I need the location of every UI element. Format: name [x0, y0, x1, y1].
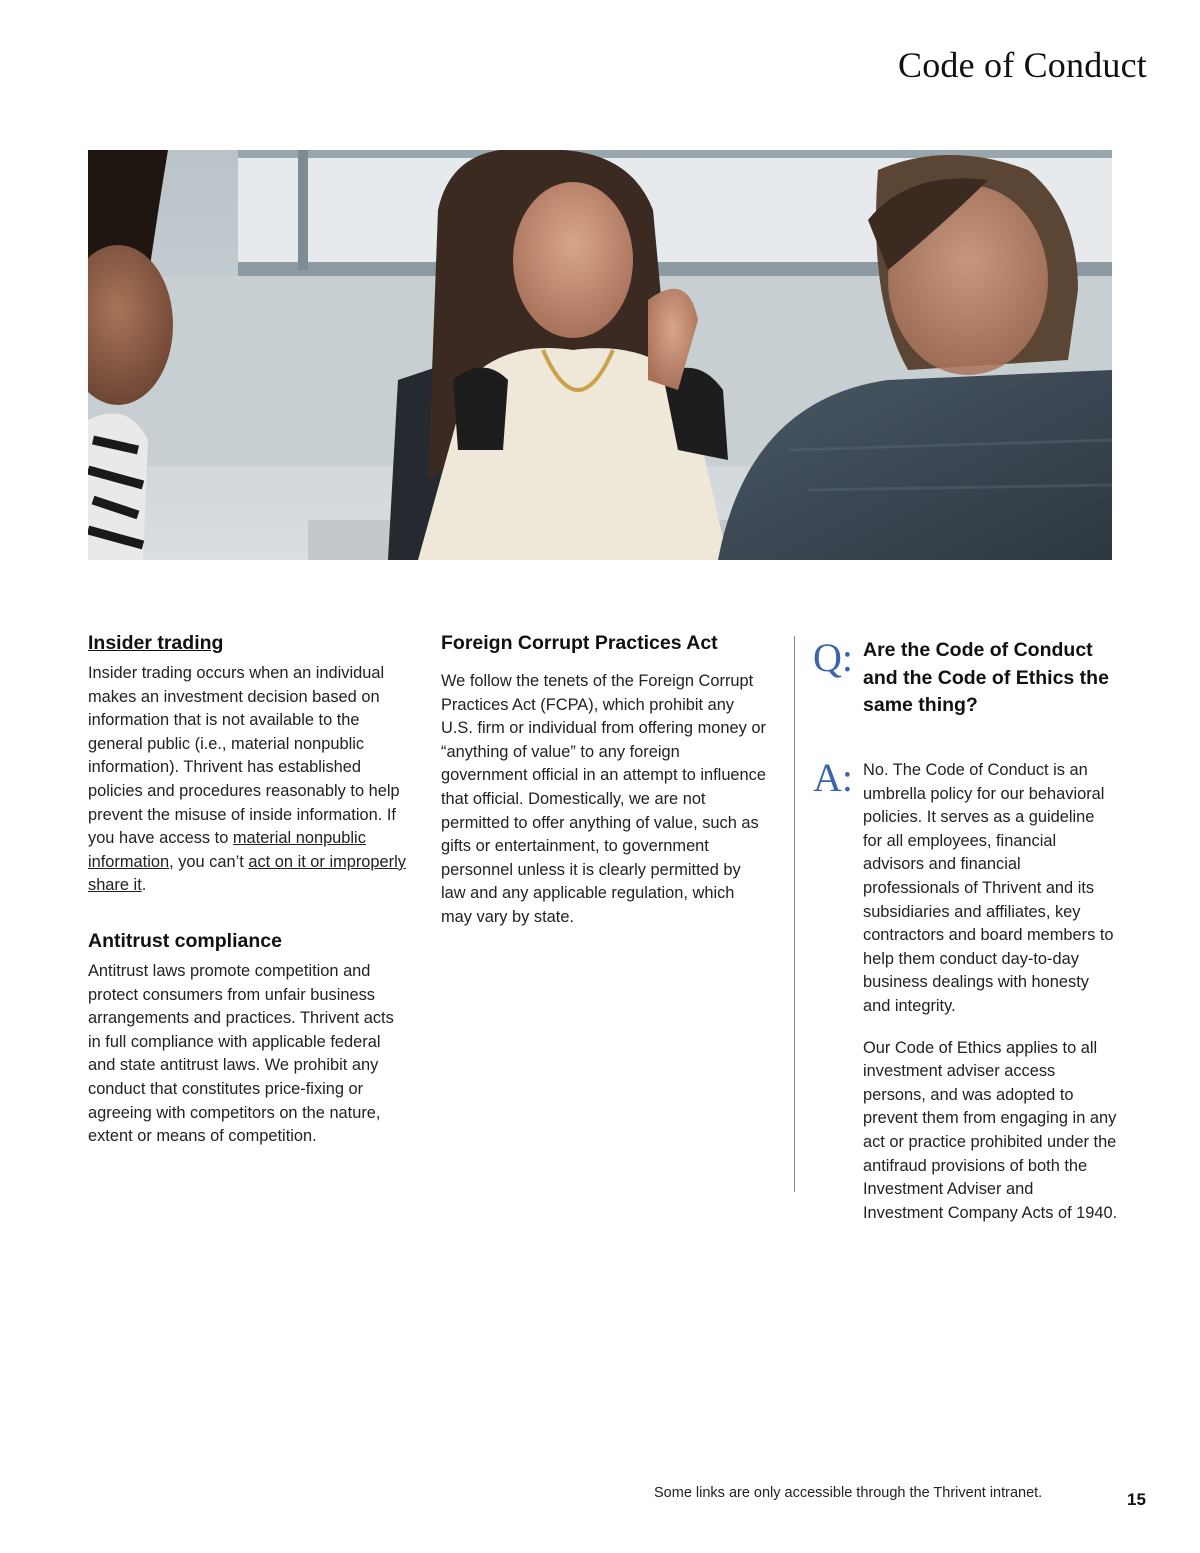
fcpa-text: We follow the tenets of the Foreign Corrupt Practices Act (FCPA), which prohibit any U.S. firm or individual from offering money or “anything of value” to any foreign government official in an attempt to influence that official. Domestically, we are not permitted to offer anything of value, such as gifts or entertainment, to government personnel unless it is clearly permitted by law and any applicable regulation, which may vary by state.	[441, 672, 766, 926]
left-column	[88, 630, 408, 1149]
insider-text-part: Insider trading occurs when an individual makes an investment decision based on information that is not available to the general public (i.e., material nonpublic information). Thrivent has established policies and procedures reasonably to help prevent the misuse of inside information. If you have access to	[88, 664, 400, 848]
middle-column	[441, 630, 766, 930]
fcpa-heading: Foreign Corrupt Practices Act	[441, 632, 718, 654]
footer-note: Some links are only accessible through the Thrivent intranet.	[654, 1485, 1043, 1501]
answer-marker: A:	[813, 755, 853, 800]
answer-paragraph-2: Our Code of Ethics applies to all investment adviser access persons, and was adopted to prevent them from engaging in any act or practice prohibited under the antifraud provisions of both the Investment Adviser and Investment Company Acts of 1940.	[863, 1038, 1118, 1222]
page-number: 15	[1127, 1490, 1146, 1509]
qa-divider	[794, 636, 795, 1192]
insider-trading-heading: Insider trading	[88, 632, 224, 654]
question-marker: Q:	[813, 635, 853, 680]
qa-answer	[863, 759, 1118, 1243]
antitrust-heading: Antitrust compliance	[88, 929, 282, 952]
meeting-photo	[88, 150, 1112, 560]
insider-text-part: , you can’t	[169, 852, 249, 871]
material-nonpublic-information-link[interactable]: material nonpublic information	[88, 829, 366, 871]
meeting-photo-illustration	[88, 150, 1112, 560]
insider-trading-text	[88, 662, 408, 898]
answer-paragraph-1: No. The Code of Conduct is an umbrella policy for our behavioral policies. It serves as a guideline for all employees, financial advisors and financial professionals of Thrivent and its subsidiaries and affiliates, key contractors and board members to help them conduct day-to-day business dealings with honesty and integrity.	[863, 761, 1114, 1015]
page-title: Code of Conduct	[898, 45, 1147, 85]
insider-text-part: .	[141, 876, 147, 895]
antitrust-text: Antitrust laws promote competition and protect consumers from unfair business arrangements and practices. Thrivent acts in full compliance with applicable federal and state antitrust laws. We prohibit any conduct that constitutes price-fixing or agreeing with competitors on the nature, extent or means of competition.	[88, 961, 394, 1146]
qa-question: Are the Code of Conduct and the Code of Ethics the same thing?	[863, 639, 1109, 716]
act-on-it-link[interactable]: act on it or improperly share it	[88, 852, 406, 895]
